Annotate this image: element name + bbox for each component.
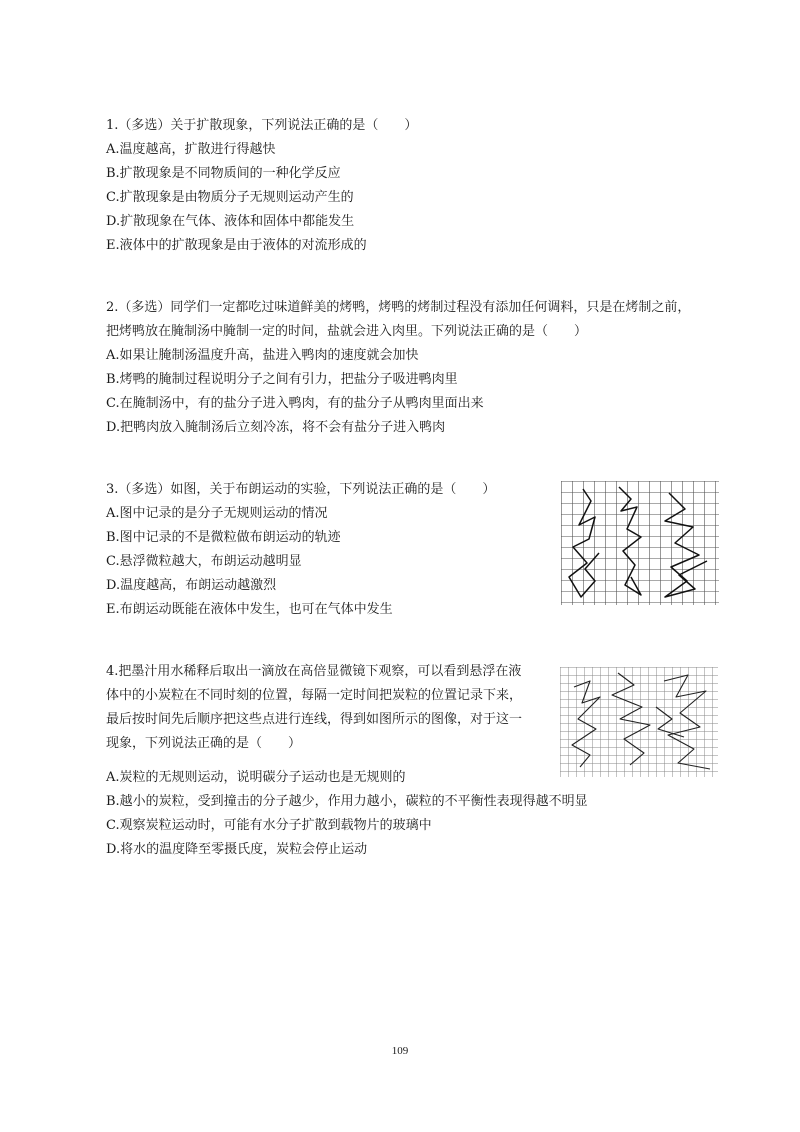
question-3 xyxy=(106,478,495,622)
particle-trace-1 xyxy=(572,681,600,767)
option-c: C.观察炭粒运动时，可能有水分子扩散到载物片的玻璃中 xyxy=(106,818,432,833)
option-d: D.温度越高，布朗运动越激烈 xyxy=(106,578,277,593)
question-2 xyxy=(106,296,690,440)
option-a: A.温度越高，扩散进行得越快 xyxy=(106,142,276,157)
options xyxy=(106,766,588,862)
particle-trace-2 xyxy=(612,673,650,765)
question-stem-line-2: 把烤鸭放在腌制汤中腌制一定的时间，盐就会进入肉里。下列说法正确的是（ ） xyxy=(106,324,588,339)
option-b: B.越小的炭粒，受到撞击的分子越少，作用力越小，碳粒的不平衡性表现得越不明显 xyxy=(106,794,588,809)
question-1 xyxy=(106,114,417,258)
option-a: A.图中记录的是分子无规则运动的情况 xyxy=(106,506,328,521)
option-c: C.扩散现象是由物质分子无规则运动产生的 xyxy=(106,190,354,205)
option-c: C.在腌制汤中，有的盐分子进入鸭肉，有的盐分子从鸭肉里面出来 xyxy=(106,396,484,411)
option-d: D.扩散现象在气体、液体和固体中都能发生 xyxy=(106,214,355,229)
question-stem-line-1: 4.把墨汁用水稀释后取出一滴放在高倍显微镜下观察，可以看到悬浮在液 xyxy=(106,664,522,679)
option-a: A.炭粒的无规则运动，说明碳分子运动也是无规则的 xyxy=(106,770,406,785)
option-b: B.扩散现象是不同物质间的一种化学反应 xyxy=(106,166,341,181)
question-stem-line-2: 体中的小炭粒在不同时刻的位置，每隔一定时间把炭粒的位置记录下来， xyxy=(106,688,523,703)
particle-trace-3 xyxy=(664,675,710,769)
page-number: 109 xyxy=(391,1045,409,1057)
brownian-motion-figure-q3 xyxy=(561,481,719,605)
option-c: C.悬浮微粒越大，布朗运动越明显 xyxy=(106,554,302,569)
carbon-particle-trace-figure-q4 xyxy=(560,667,718,777)
option-d: D.把鸭肉放入腌制汤后立刻冷冻，将不会有盐分子进入鸭肉 xyxy=(106,420,446,435)
option-b: B.烤鸭的腌制过程说明分子之间有引力，把盐分子吸进鸭肉里 xyxy=(106,372,458,387)
option-e: E.布朗运动既能在液体中发生，也可在气体中发生 xyxy=(106,602,393,617)
question-stem: 1.（多选）关于扩散现象，下列说法正确的是（ ） xyxy=(106,118,418,133)
question-stem-line-3: 最后按时间先后顺序把这些点进行连线，得到如图所示的图像，对于这一 xyxy=(106,712,523,727)
option-a: A.如果让腌制汤温度升高，盐进入鸭肉的速度就会加快 xyxy=(106,348,419,363)
option-b: B.图中记录的不是微粒做布朗运动的轨迹 xyxy=(106,530,341,545)
question-stem-line-1: 2.（多选）同学们一定都吃过味道鲜美的烤鸭，烤鸭的烤制过程没有添加任何调料，只是在烤制之前， xyxy=(106,300,691,315)
question-stem-line-4: 现象，下列说法正确的是（ ） xyxy=(106,736,302,751)
option-e: E.液体中的扩散现象是由于液体的对流形成的 xyxy=(106,238,367,253)
grid xyxy=(561,481,719,605)
question-4 xyxy=(106,660,588,862)
option-d: D.将水的温度降至零摄氏度，炭粒会停止运动 xyxy=(106,842,368,857)
question-stem: 3.（多选）如图，关于布朗运动的实验，下列说法正确的是（ ） xyxy=(106,482,496,497)
